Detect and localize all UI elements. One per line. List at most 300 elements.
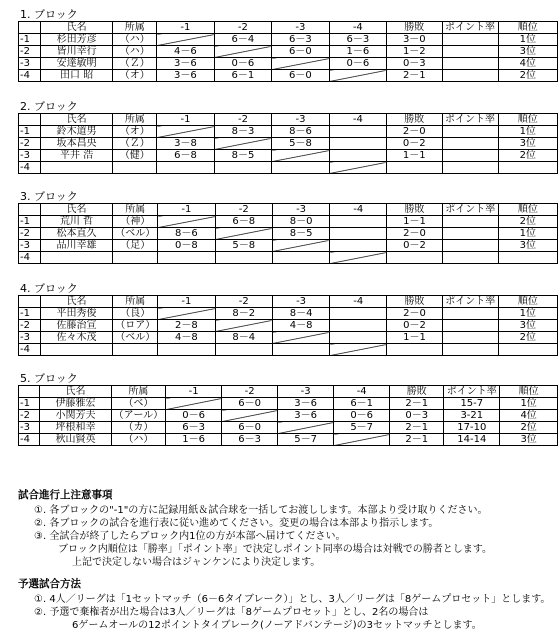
header-affiliation: 所属 <box>113 22 157 34</box>
vs-2-score <box>214 46 271 58</box>
header-affiliation: 所属 <box>113 296 158 308</box>
row-number: -2 <box>19 228 41 240</box>
vs-4-score <box>330 216 387 228</box>
rules-heading: 試合進行上注意事項 <box>18 489 113 501</box>
vs-2-score <box>215 344 272 356</box>
player-name: 坪根和幸 <box>40 422 111 434</box>
table-row <box>19 332 558 344</box>
rules-line-1: ①. 各ブロックの"-1"の方に記録用紙＆試合球を一括してお渡しします。本部より受け取りください。 <box>34 505 488 516</box>
header-rank: 順位 <box>498 296 557 308</box>
rank: 1位 <box>498 308 557 320</box>
player-name: 松本直久 <box>40 228 112 240</box>
vs-2-score: 0－6 <box>214 58 271 70</box>
row-number: -4 <box>19 344 41 356</box>
table-row <box>19 138 558 150</box>
affiliation: （足） <box>113 240 158 252</box>
vs-2-score: 6－8 <box>215 216 272 228</box>
vs-1-score: 3－6 <box>157 70 214 82</box>
player-name: 平井 浩 <box>40 150 113 162</box>
header-vs-3-score: -3 <box>272 296 329 308</box>
vs-1-score: 6－8 <box>157 150 215 162</box>
win-loss: 0－3 <box>387 58 443 70</box>
vs-4-score: 6－3 <box>329 34 386 46</box>
vs-1-score: 1－6 <box>166 434 222 446</box>
row-number: -2 <box>19 410 40 422</box>
header-vs-3-score: -3 <box>272 204 329 216</box>
vs-3-score: 8－6 <box>272 126 330 138</box>
vs-2-score: 5－8 <box>215 240 272 252</box>
vs-3-score: 3－6 <box>278 410 334 422</box>
affiliation: （ロア） <box>113 320 158 332</box>
point-ratio <box>442 150 498 162</box>
row-number: -3 <box>19 240 41 252</box>
row-number: -1 <box>19 398 40 410</box>
table-row <box>19 422 558 434</box>
vs-2-score <box>215 320 272 332</box>
header-vs-2-score: -2 <box>215 296 272 308</box>
table-row <box>19 162 558 174</box>
win-loss <box>387 344 442 356</box>
affiliation: （オ） <box>113 126 157 138</box>
win-loss: 1－2 <box>387 46 443 58</box>
point-ratio <box>442 70 498 82</box>
row-number: -4 <box>19 162 41 174</box>
affiliation: （健） <box>113 150 157 162</box>
header-player-name: 氏名 <box>40 386 111 398</box>
header-affiliation: 所属 <box>113 114 157 126</box>
vs-2-score: 6－1 <box>214 70 271 82</box>
header-win-loss: 勝敗 <box>387 204 442 216</box>
table-row <box>19 46 558 58</box>
point-ratio <box>442 332 498 344</box>
vs-3-score: 3－6 <box>278 398 334 410</box>
vs-3-score <box>272 150 330 162</box>
rank: 3位 <box>500 434 558 446</box>
point-ratio <box>442 34 498 46</box>
vs-4-score: 5－7 <box>334 422 390 434</box>
player-name: 秋山賢英 <box>40 434 111 446</box>
vs-2-score: 8－4 <box>215 332 272 344</box>
point-ratio: 3-21 <box>444 410 500 422</box>
vs-1-score: 4－6 <box>157 46 214 58</box>
vs-4-score <box>330 240 387 252</box>
vs-3-score <box>272 252 329 264</box>
header-rank: 順位 <box>498 114 557 126</box>
vs-1-score: 0－8 <box>158 240 215 252</box>
rank: 4位 <box>500 410 558 422</box>
row-number: -1 <box>19 34 41 46</box>
header-vs-1-score: -1 <box>157 22 214 34</box>
method-line-3: 6ゲームオールの12ポイントタイブレーク(ノーアドバンテージ)の3セットマッチとします。 <box>72 620 482 631</box>
vs-1-score: 3－8 <box>157 138 215 150</box>
row-number: -4 <box>19 252 41 264</box>
results-table <box>18 203 558 264</box>
point-ratio <box>442 344 498 356</box>
table-row <box>19 398 558 410</box>
point-ratio <box>442 216 498 228</box>
rank: 3位 <box>498 320 557 332</box>
row-number: -1 <box>19 216 41 228</box>
header-row <box>19 296 558 308</box>
header-win-loss: 勝敗 <box>390 386 444 398</box>
player-name: 安達敏明 <box>40 58 113 70</box>
rank: 3位 <box>498 46 557 58</box>
vs-4-score: 1－6 <box>329 46 386 58</box>
header-win-loss: 勝敗 <box>387 296 442 308</box>
rank: 3位 <box>498 138 557 150</box>
header-win-loss: 勝敗 <box>387 22 443 34</box>
header-vs-1-score: -1 <box>158 296 215 308</box>
header-vs-1-score: -1 <box>157 114 215 126</box>
point-ratio <box>442 240 498 252</box>
vs-3-score: 8－0 <box>272 216 329 228</box>
affiliation: （カ） <box>111 422 166 434</box>
table-row <box>19 410 558 422</box>
vs-3-score: 6－0 <box>272 70 329 82</box>
header-point-ratio: ポイント率 <box>442 114 498 126</box>
affiliation <box>113 162 157 174</box>
vs-2-score <box>215 252 272 264</box>
rules-line-4: ブロック内順位は「勝率」「ポイント率」で決定しポイント同率の場合は対戦での勝者とします。 <box>58 544 492 555</box>
header-vs-3-score: -3 <box>272 114 330 126</box>
vs-1-score <box>158 344 215 356</box>
player-name: 佐々木茂 <box>40 332 112 344</box>
block-1 <box>18 8 558 82</box>
header-vs-2-score: -2 <box>222 386 278 398</box>
table-row <box>19 58 558 70</box>
affiliation: （オ） <box>113 70 157 82</box>
vs-2-score <box>214 162 272 174</box>
block-title: 1. ブロック <box>20 8 78 21</box>
row-number: -4 <box>19 70 41 82</box>
header-vs-4-score: -4 <box>330 296 387 308</box>
rank: 2位 <box>498 70 557 82</box>
header-rank: 順位 <box>500 386 558 398</box>
affiliation <box>113 252 158 264</box>
rank: 2位 <box>498 150 557 162</box>
header-vs-4-score: -4 <box>330 204 387 216</box>
player-name <box>40 344 112 356</box>
table-row <box>19 216 558 228</box>
rank: 3位 <box>498 240 557 252</box>
header-point-ratio: ポイント率 <box>442 204 498 216</box>
vs-4-score <box>330 228 387 240</box>
vs-4-score: 0－6 <box>334 410 390 422</box>
win-loss <box>387 252 442 264</box>
vs-4-score <box>329 70 386 82</box>
affiliation: （神） <box>113 216 158 228</box>
win-loss: 0－2 <box>387 138 443 150</box>
point-ratio <box>442 58 498 70</box>
block-3 <box>18 190 558 264</box>
vs-3-score: 6－0 <box>272 46 329 58</box>
vs-4-score <box>330 308 387 320</box>
header-point-ratio: ポイント率 <box>444 386 500 398</box>
win-loss: 2－1 <box>390 434 444 446</box>
vs-1-score: 2－8 <box>158 320 215 332</box>
vs-2-score: 6－0 <box>222 422 278 434</box>
point-ratio: 14-14 <box>444 434 500 446</box>
header-vs-1-score: -1 <box>166 386 222 398</box>
point-ratio: 17-10 <box>444 422 500 434</box>
header-affiliation: 所属 <box>111 386 166 398</box>
point-ratio <box>442 308 498 320</box>
vs-3-score <box>272 162 330 174</box>
vs-4-score: 6－1 <box>334 398 390 410</box>
block-2 <box>18 100 558 174</box>
vs-1-score <box>157 126 215 138</box>
vs-1-score <box>158 308 215 320</box>
header-row-number <box>19 204 41 216</box>
vs-1-score: 3－6 <box>157 58 214 70</box>
block-title: 3. ブロック <box>20 190 78 203</box>
affiliation: （アール） <box>111 410 166 422</box>
point-ratio <box>442 126 498 138</box>
vs-2-score: 8－3 <box>214 126 272 138</box>
method-line-2: ②. 予選で棄権者が出た場合は3人／リーグは「8ゲームプロセット」とし、2名の場合は <box>34 607 429 618</box>
header-row-number <box>19 296 41 308</box>
rank <box>498 344 557 356</box>
player-name: 鈴木道男 <box>40 126 113 138</box>
vs-2-score <box>214 138 272 150</box>
table-row <box>19 344 558 356</box>
table-row <box>19 70 558 82</box>
rank: 1位 <box>500 398 558 410</box>
header-row <box>19 204 558 216</box>
win-loss <box>387 162 443 174</box>
vs-1-score: 6－3 <box>166 422 222 434</box>
win-loss: 1－1 <box>387 150 443 162</box>
player-name: 平田秀俊 <box>40 308 112 320</box>
table-row <box>19 126 558 138</box>
header-point-ratio: ポイント率 <box>442 296 498 308</box>
row-number: -2 <box>19 320 41 332</box>
vs-3-score: 5－8 <box>272 138 330 150</box>
header-row-number <box>19 22 41 34</box>
table-row <box>19 240 558 252</box>
vs-4-score <box>329 162 386 174</box>
row-number: -4 <box>19 434 40 446</box>
vs-4-score <box>330 344 387 356</box>
win-loss: 0－3 <box>390 410 444 422</box>
table-row <box>19 228 558 240</box>
vs-2-score: 6－0 <box>222 398 278 410</box>
rank: 2位 <box>498 332 557 344</box>
vs-3-score: 5－7 <box>278 434 334 446</box>
vs-2-score <box>222 410 278 422</box>
vs-4-score <box>330 252 387 264</box>
vs-3-score <box>272 332 329 344</box>
vs-1-score <box>157 162 215 174</box>
win-loss: 3－0 <box>387 34 443 46</box>
vs-4-score <box>334 434 390 446</box>
block-title: 2. ブロック <box>20 100 78 113</box>
vs-1-score: 8－6 <box>158 228 215 240</box>
header-vs-2-score: -2 <box>214 114 272 126</box>
row-number: -3 <box>19 58 41 70</box>
header-player-name: 氏名 <box>40 22 113 34</box>
player-name: 品川幸雄 <box>40 240 112 252</box>
vs-2-score: 6－4 <box>214 34 271 46</box>
affiliation: （ハ） <box>113 46 157 58</box>
affiliation: （Ｚ） <box>113 58 157 70</box>
vs-2-score <box>215 228 272 240</box>
vs-4-score <box>329 126 386 138</box>
header-vs-2-score: -2 <box>214 22 271 34</box>
win-loss: 2－0 <box>387 126 443 138</box>
header-vs-2-score: -2 <box>215 204 272 216</box>
win-loss: 2－1 <box>390 422 444 434</box>
rank: 1位 <box>498 126 557 138</box>
point-ratio <box>442 252 498 264</box>
row-number: -1 <box>19 126 41 138</box>
row-number: -1 <box>19 308 41 320</box>
rules-section <box>18 489 492 569</box>
vs-1-score <box>158 252 215 264</box>
vs-1-score <box>157 34 214 46</box>
rank: 4位 <box>498 58 557 70</box>
player-name <box>40 252 112 264</box>
rank: 1位 <box>498 228 557 240</box>
header-player-name: 氏名 <box>40 204 112 216</box>
win-loss: 0－2 <box>387 240 442 252</box>
vs-4-score <box>329 138 386 150</box>
player-name: 田口 昭 <box>40 70 113 82</box>
header-rank: 順位 <box>498 22 557 34</box>
rank <box>498 162 557 174</box>
rules-line-2: ②. 各ブロックの試合を進行表に従い進めてください。変更の場合は本部より指示します。 <box>34 518 439 529</box>
point-ratio <box>442 46 498 58</box>
win-loss: 0－2 <box>387 320 442 332</box>
vs-1-score <box>166 398 222 410</box>
header-row <box>19 114 558 126</box>
rank: 2位 <box>498 216 557 228</box>
vs-3-score: 8－4 <box>272 308 329 320</box>
point-ratio <box>442 162 498 174</box>
block-5 <box>18 372 558 446</box>
row-number: -3 <box>19 150 41 162</box>
vs-4-score <box>330 320 387 332</box>
header-vs-4-score: -4 <box>329 114 386 126</box>
header-vs-3-score: -3 <box>272 22 329 34</box>
row-number: -3 <box>19 332 41 344</box>
win-loss: 1－1 <box>387 332 442 344</box>
vs-1-score <box>158 216 215 228</box>
rank: 1位 <box>498 34 557 46</box>
affiliation: （ベル） <box>113 228 158 240</box>
method-heading: 予選試合方法 <box>18 578 81 590</box>
table-row <box>19 320 558 332</box>
point-ratio: 15-7 <box>444 398 500 410</box>
affiliation: （ベル） <box>113 332 158 344</box>
vs-2-score: 6－3 <box>222 434 278 446</box>
table-row <box>19 150 558 162</box>
header-affiliation: 所属 <box>113 204 158 216</box>
row-number: -2 <box>19 138 41 150</box>
rank: 2位 <box>500 422 558 434</box>
affiliation: （Ｚ） <box>113 138 157 150</box>
header-point-ratio: ポイント率 <box>442 22 498 34</box>
vs-4-score: 0－6 <box>329 58 386 70</box>
win-loss: 2－1 <box>390 398 444 410</box>
vs-3-score <box>278 422 334 434</box>
vs-2-score: 8－2 <box>215 308 272 320</box>
vs-2-score: 8－5 <box>214 150 272 162</box>
vs-3-score <box>272 344 329 356</box>
table-row <box>19 252 558 264</box>
vs-3-score <box>272 240 329 252</box>
win-loss: 1－1 <box>387 216 442 228</box>
player-name: 小関芳夫 <box>40 410 111 422</box>
table-row <box>19 434 558 446</box>
affiliation: （良） <box>113 308 158 320</box>
header-win-loss: 勝敗 <box>387 114 443 126</box>
affiliation: （ベ） <box>111 398 166 410</box>
vs-4-score <box>330 332 387 344</box>
table-row <box>19 34 558 46</box>
win-loss: 2－0 <box>387 308 442 320</box>
affiliation: （ハ） <box>113 34 157 46</box>
block-title: 5. ブロック <box>20 372 78 385</box>
vs-1-score: 0－6 <box>166 410 222 422</box>
header-vs-1-score: -1 <box>158 204 215 216</box>
header-vs-4-score: -4 <box>334 386 390 398</box>
results-table <box>18 113 558 174</box>
header-player-name: 氏名 <box>40 296 112 308</box>
method-line-1: ①. 4人／リーグは「1セットマッチ（6－6タイブレーク）」とし、3人／リーグは「8ゲームプロセット」とします。 <box>34 594 551 605</box>
method-section <box>18 578 550 632</box>
affiliation <box>113 344 158 356</box>
player-name: 伊藤雅宏 <box>40 398 111 410</box>
point-ratio <box>442 228 498 240</box>
point-ratio <box>442 320 498 332</box>
win-loss: 2－0 <box>387 228 442 240</box>
header-vs-4-score: -4 <box>329 22 386 34</box>
affiliation: （ハ） <box>111 434 166 446</box>
point-ratio <box>442 138 498 150</box>
header-rank: 順位 <box>498 204 557 216</box>
vs-1-score: 4－8 <box>158 332 215 344</box>
block-4 <box>18 282 558 356</box>
player-name: 佐藤治宣 <box>40 320 112 332</box>
rules-line-5: 上記で決定しない場合はジャンケンにより決定します。 <box>72 557 321 568</box>
win-loss: 2－1 <box>387 70 443 82</box>
vs-3-score <box>272 58 329 70</box>
row-number: -3 <box>19 422 40 434</box>
row-number: -2 <box>19 46 41 58</box>
table-row <box>19 308 558 320</box>
header-row-number <box>19 386 40 398</box>
vs-3-score: 4－8 <box>272 320 329 332</box>
vs-4-score <box>329 150 386 162</box>
results-table <box>18 385 558 446</box>
block-title: 4. ブロック <box>20 282 78 295</box>
player-name: 皆川幸行 <box>40 46 113 58</box>
header-vs-3-score: -3 <box>278 386 334 398</box>
player-name: 荒川 哲 <box>40 216 112 228</box>
header-row-number <box>19 114 41 126</box>
player-name: 杉田芳彦 <box>40 34 113 46</box>
rules-line-3: ③. 全試合が終了したらブロック内1位の方が本部へ届けてください。 <box>34 531 346 542</box>
player-name: 坂本昌央 <box>40 138 113 150</box>
vs-3-score: 8－5 <box>272 228 329 240</box>
results-table <box>18 295 558 356</box>
header-row <box>19 22 558 34</box>
player-name <box>40 162 113 174</box>
header-row <box>19 386 558 398</box>
header-player-name: 氏名 <box>40 114 113 126</box>
results-table <box>18 21 558 82</box>
